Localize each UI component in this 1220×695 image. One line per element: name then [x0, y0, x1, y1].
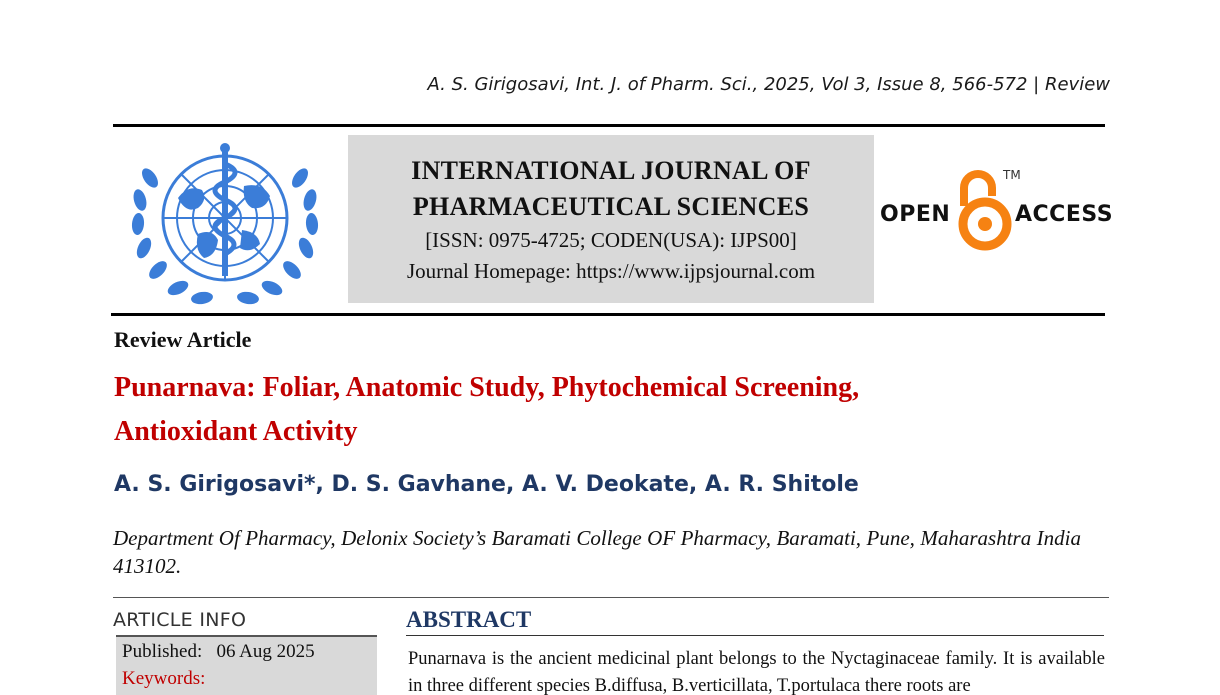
journal-issn: [ISSN: 0975-4725; CODEN(USA): IJPS00]	[425, 228, 797, 252]
abstract-text: Punarnava is the ancient medicinal plant belongs to the Nyctaginaceae family. It is available in three different species B.diffusa, B.verticillata, T.portulaca there roots are	[408, 649, 1105, 695]
journal-name-line2: PHARMACEUTICAL SCIENCES	[412, 192, 810, 221]
article-type: Review Article	[114, 327, 252, 352]
abstract-rule	[406, 635, 1104, 636]
header-bottom-rule	[111, 313, 1105, 316]
published-date: 06 Aug 2025	[216, 641, 315, 662]
open-access-left-text: OPEN	[880, 202, 951, 227]
journal-emblem-icon	[126, 138, 324, 306]
open-access-logo	[880, 166, 1112, 252]
keywords-label: Keywords:	[122, 668, 206, 689]
article-title	[114, 366, 1014, 454]
running-head: A. S. Girigosavi, Int. J. of Pharm. Sci., 2025, Vol 3, Issue 8, 566-572 | Review	[427, 74, 1110, 95]
published-label: Published:	[122, 641, 203, 662]
article-info-heading: ARTICLE INFO	[113, 609, 247, 631]
published-date-row	[122, 641, 315, 663]
article-title-line2: Antioxidant Activity	[114, 416, 358, 447]
trademark-mark: TM	[1003, 168, 1021, 182]
article-title-line1: Punarnava: Foliar, Anatomic Study, Phytochemical Screening,	[114, 372, 860, 403]
section-divider	[113, 597, 1109, 598]
journal-homepage[interactable]: Journal Homepage: https://www.ijpsjournal.com	[406, 259, 816, 283]
abstract-heading: ABSTRACT	[406, 607, 532, 632]
journal-masthead	[348, 135, 874, 303]
author-affiliation: Department Of Pharmacy, Delonix Society’s Baramati College OF Pharmacy, Baramati, Pune, Maharashtra India 413102.	[113, 526, 1081, 578]
header-top-rule	[113, 124, 1105, 127]
author-list: A. S. Girigosavi*, D. S. Gavhane, A. V. Deokate, A. R. Shitole	[114, 472, 859, 497]
open-access-right-text: ACCESS	[1015, 202, 1114, 227]
journal-name-line1: INTERNATIONAL JOURNAL OF	[411, 156, 811, 185]
